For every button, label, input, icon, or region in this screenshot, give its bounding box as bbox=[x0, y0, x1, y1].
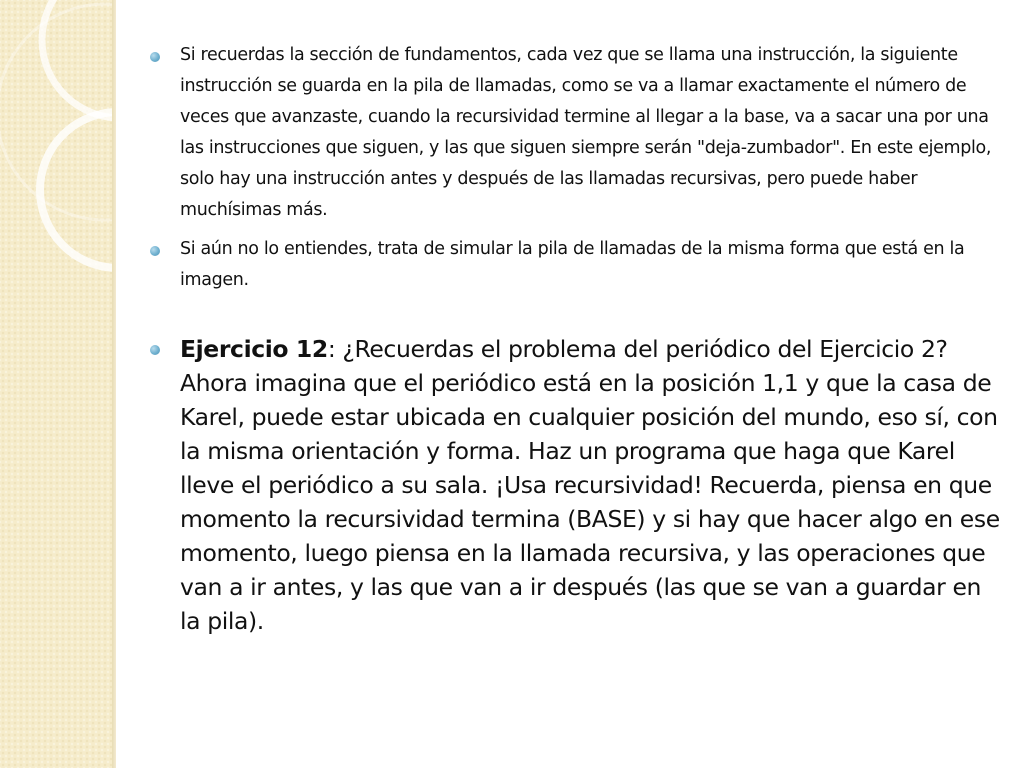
decorative-side-panel bbox=[0, 0, 112, 768]
slide-content bbox=[150, 40, 1000, 638]
bullet-item-fundamentos bbox=[150, 40, 1000, 226]
deco-circle-2 bbox=[40, 112, 112, 268]
bullet-item-simular-pila bbox=[150, 234, 1000, 296]
bullet-item-ejercicio-12 bbox=[150, 332, 1000, 638]
bullet-text: Si aún no lo entiendes, trata de simular la pila de llamadas de la misma forma que está en la imagen. bbox=[180, 239, 965, 290]
bullet-text: Si recuerdas la sección de fundamentos, cada vez que se llama una instrucción, la siguiente instrucción se guarda en la pila de llamadas, como se va a llamar exactamente el número de veces que avanzaste, cuando la recursividad termine al llegar a la base, va a sacar una por una las instrucciones que siguen, y las que siguen siempre serán "deja-zumbador". En este ejemplo, solo hay una instrucción antes y después de las llamadas recursivas, pero puede haber muchísimas más. bbox=[180, 45, 992, 220]
decorative-circles bbox=[0, 0, 112, 768]
side-panel-edge bbox=[112, 0, 116, 768]
bullet-dot-icon bbox=[150, 246, 160, 256]
exercise-title: Ejercicio 12 bbox=[180, 335, 328, 363]
bullet-dot-icon bbox=[150, 345, 160, 355]
bullet-list bbox=[150, 40, 1000, 638]
bullet-dot-icon bbox=[150, 52, 160, 62]
bullet-text: : ¿Recuerdas el problema del periódico del Ejercicio 2? Ahora imagina que el periódico está en la posición 1,1 y que la casa de Karel, puede estar ubicada en cualquier posición del mundo, eso sí, con la misma orientación y forma. Haz un programa que haga que Karel lleve el periódico a su sala. ¡Usa recursividad! Recuerda, piensa en que momento la recursividad termina (BASE) y si hay que hacer algo en ese momento, luego piensa en la llamada recursiva, y las operaciones que van a ir antes, y las que van a ir después (las que se van a guardar en la pila). bbox=[180, 335, 1000, 635]
